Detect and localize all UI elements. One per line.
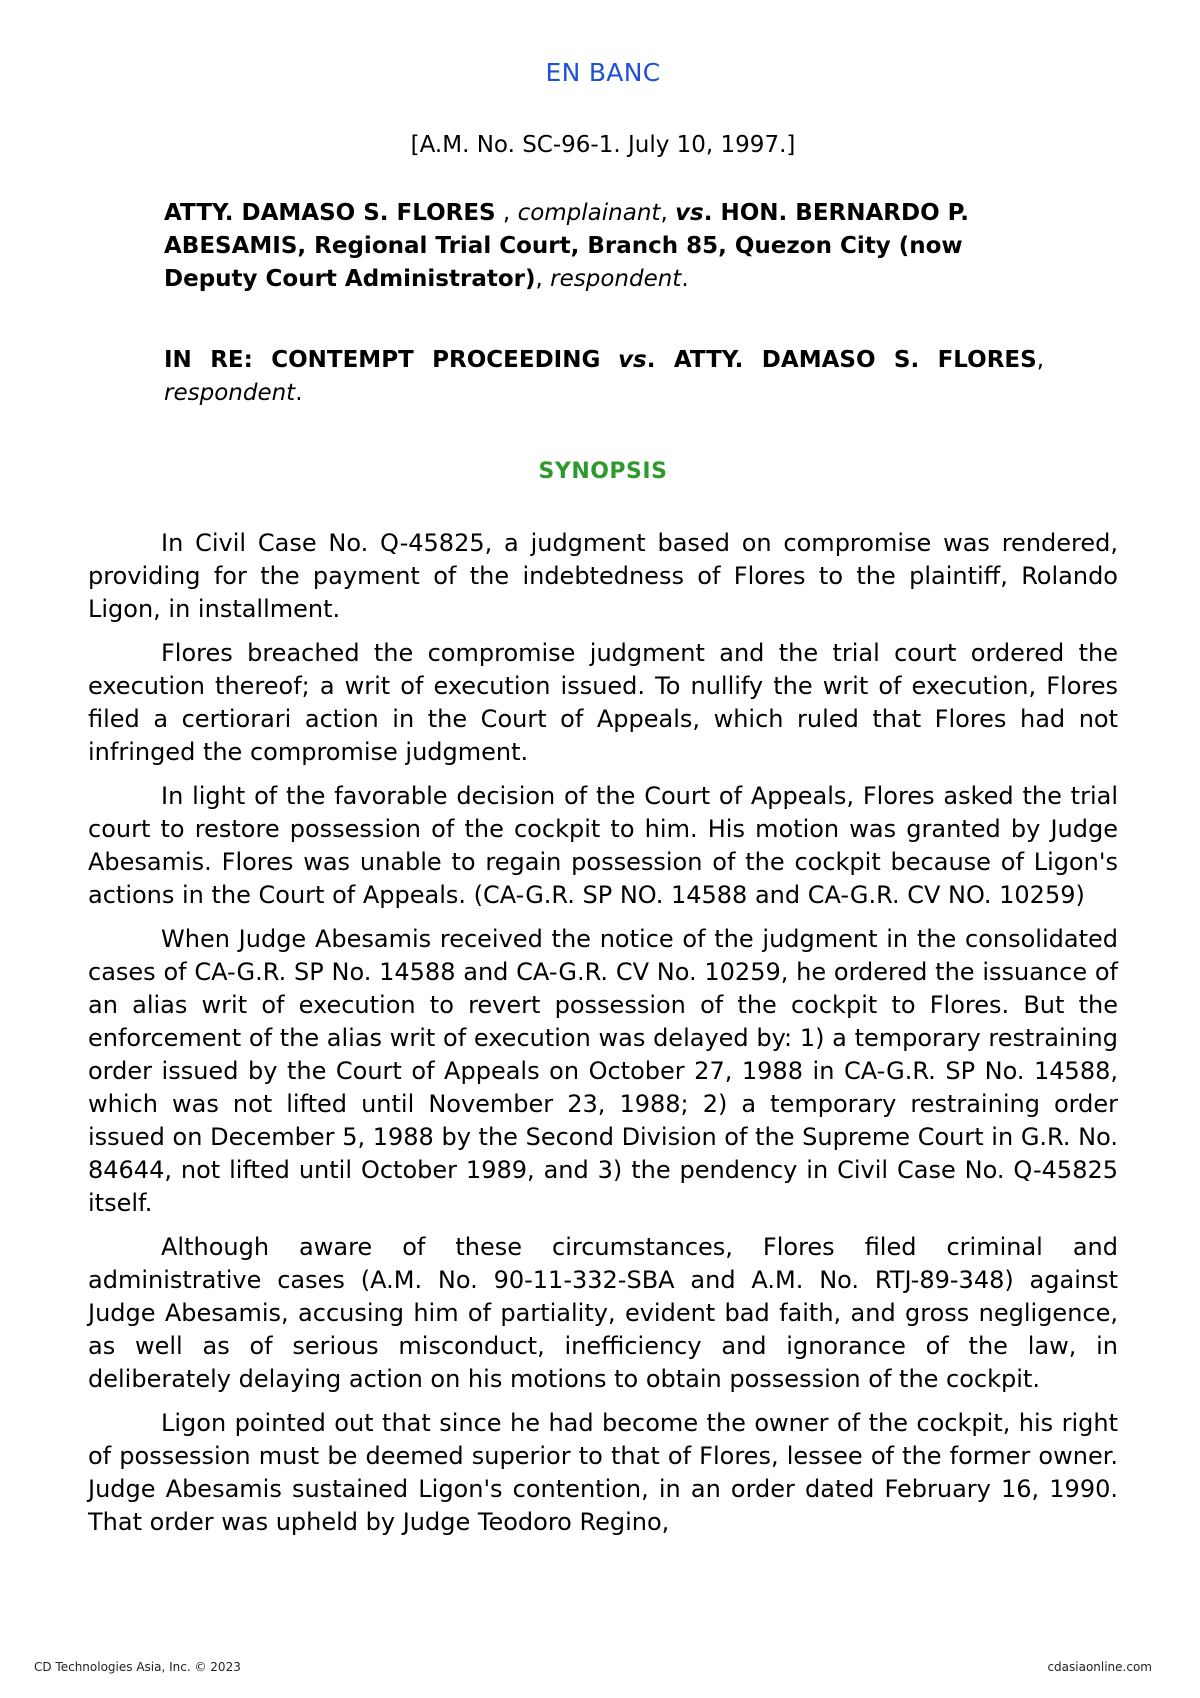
respondent-role: respondent	[164, 380, 296, 406]
complainant-name: ATTY. DAMASO S. FLORES	[164, 200, 496, 226]
case-title-parties	[164, 197, 1044, 296]
court-heading: EN BANC	[545, 58, 661, 87]
synopsis-paragraph: Ligon pointed out that since he had become the owner of the cockpit, his right of possession must be deemed superior to that of Flores, lessee of the former owner. Judge Abesamis sustained Ligon's contention, in an order dated February 16, 1990. That order was upheld by Judge Teodoro Regino,	[88, 1409, 1118, 1536]
complainant-role: complainant	[517, 200, 661, 226]
case-number: [A.M. No. SC-96-1. July 10, 1997.]	[410, 132, 796, 158]
synopsis-paragraph: Although aware of these circumstances, Flores filed criminal and administrative cases (A.M. No. 90-11-332-SBA and A.M. No. RTJ-89-348) against Judge Abesamis, accusing him of partiality, evident bad faith, and gross negligence, as well as of serious misconduct, inefficiency and ignorance of the law, in deliberately delaying action on his motions to obtain possession of the cockpit.	[88, 1233, 1118, 1393]
separator: ,	[660, 200, 676, 226]
versus-label: vs	[618, 347, 647, 373]
respondent-name: HON. BERNARDO P. ABESAMIS, Regional Trial Court, Branch 85, Quezon City (now Deputy Court Administrator)	[164, 200, 970, 292]
synopsis-paragraph: In light of the favorable decision of the Court of Appeals, Flores asked the trial court to restore possession of the cockpit to him. His motion was granted by Judge Abesamis. Flores was unable to regain possession of the cockpit because of Ligon's actions in the Court of Appeals. (CA-G.R. SP NO. 14588 and CA-G.R. CV NO. 10259)	[88, 782, 1118, 909]
footer-copyright: CD Technologies Asia, Inc. © 2023	[34, 1660, 241, 1674]
respondent-role: respondent	[550, 266, 682, 292]
separator: .	[703, 200, 721, 226]
synopsis-paragraph: In Civil Case No. Q-45825, a judgment based on compromise was rendered, providing for the payment of the indebtedness of Flores to the plaintiff, Rolando Ligon, in installment.	[88, 529, 1118, 623]
footer-site-link[interactable]: cdasiaonline.com	[1047, 1660, 1152, 1674]
synopsis-paragraph: When Judge Abesamis received the notice of the judgment in the consolidated cases of CA-G.R. SP No. 14588 and CA-G.R. CV No. 10259, he ordered the issuance of an alias writ of execution to revert possession of the cockpit to Flores. But the enforcement of the alias writ of execution was delayed by: 1) a temporary restraining order issued by the Court of Appeals on October 27, 1988 in CA-G.R. SP No. 14588, which was not lifted until November 23, 1988; 2) a temporary restraining order issued on December 5, 1988 by the Second Division of the Supreme Court in G.R. No. 84644, not lifted until October 1989, and 3) the pendency in Civil Case No. Q-45825 itself.	[88, 925, 1118, 1217]
consolidated-case-title	[164, 344, 1044, 410]
separator: .	[646, 347, 674, 373]
synopsis-heading: SYNOPSIS	[538, 459, 668, 484]
separator: ,	[535, 266, 551, 292]
separator: ,	[495, 200, 518, 226]
period: .	[295, 380, 303, 406]
period: .	[681, 266, 689, 292]
versus-label: vs	[675, 200, 704, 226]
contempt-title: IN RE: CONTEMPT PROCEEDING	[164, 347, 601, 373]
synopsis-body	[88, 527, 1118, 1550]
synopsis-paragraph: Flores breached the compromise judgment and the trial court ordered the execution thereof; a writ of execution issued. To nullify the writ of execution, Flores filed a certiorari action in the Court of Appeals, which ruled that Flores had not infringed the compromise judgment.	[88, 639, 1118, 766]
respondent-name: ATTY. DAMASO S. FLORES	[673, 347, 1037, 373]
separator: ,	[1036, 347, 1044, 373]
